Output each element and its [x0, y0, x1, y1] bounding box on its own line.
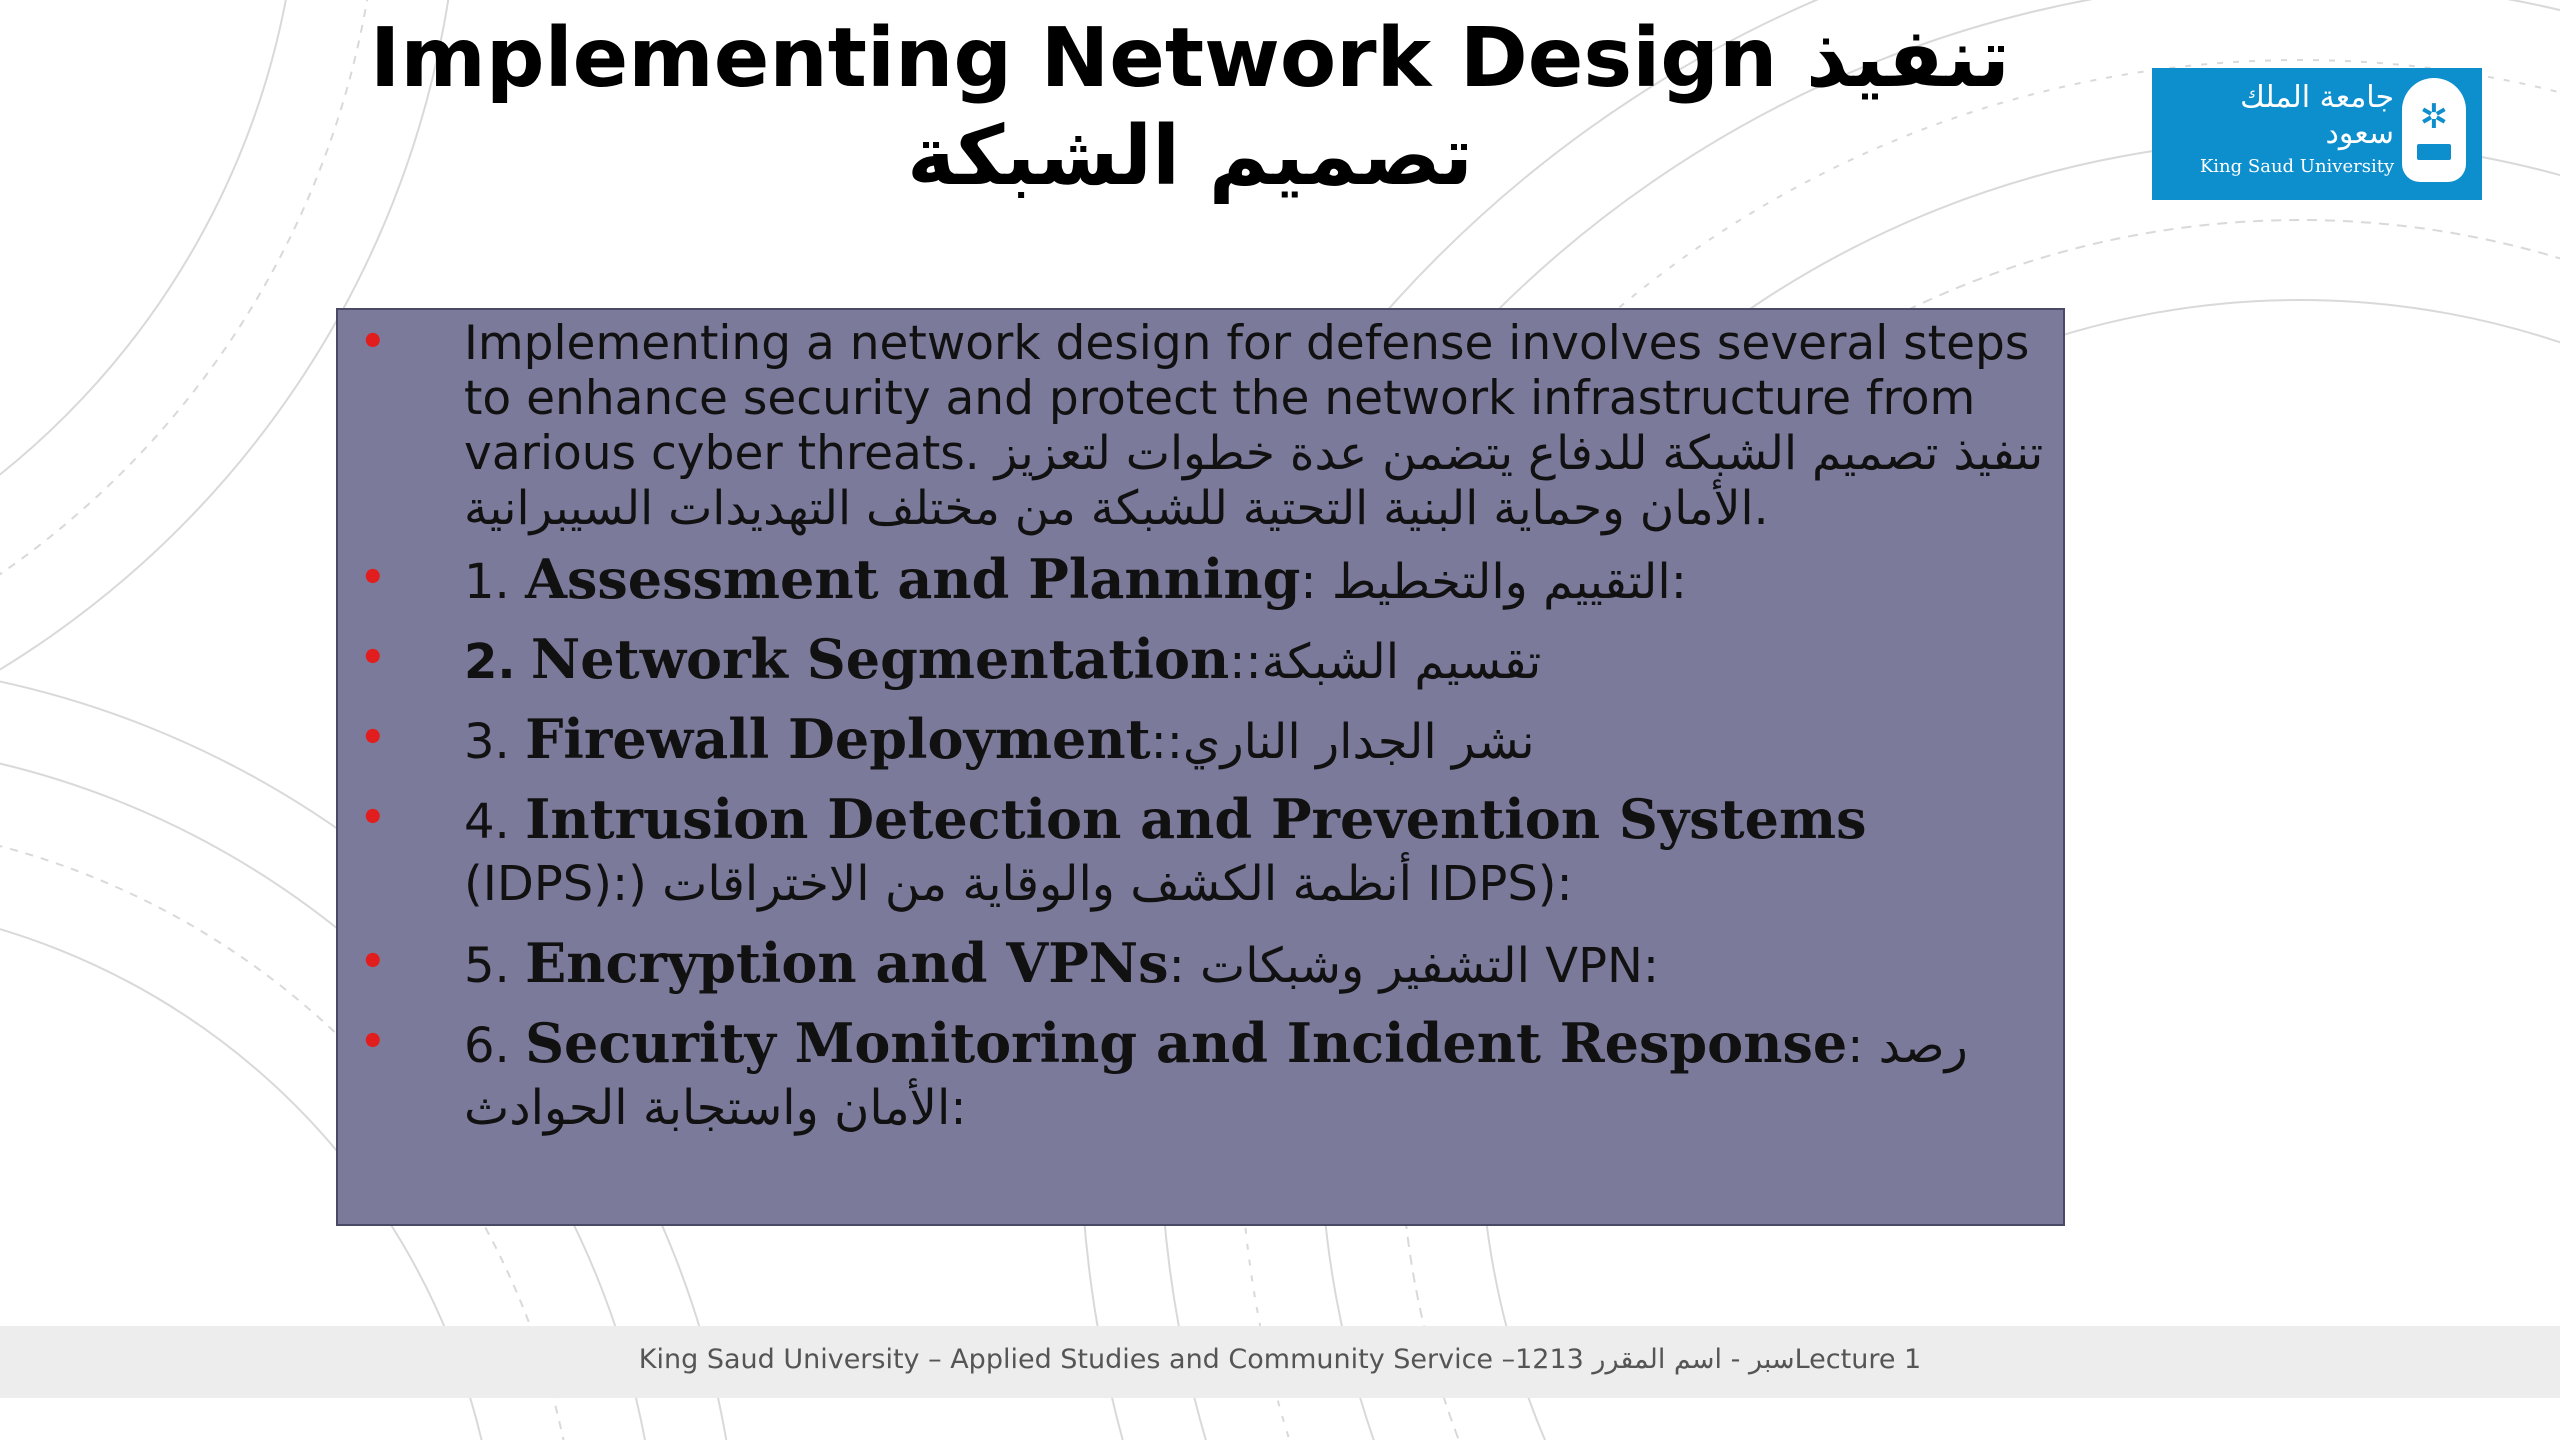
step-number: 5. — [464, 938, 510, 994]
step-title: Network Segmentation — [530, 627, 1230, 691]
step-number: 1. — [464, 554, 510, 610]
step-arabic: (IDPS):) أنظمة الكشف والوقاية من الاختراقات IDPS): — [464, 856, 1573, 912]
step-arabic: : التقييم والتخطيط: — [1300, 554, 1687, 610]
step-arabic: ::نشر الجدار الناري — [1150, 714, 1535, 770]
step-title: Firewall Deployment — [525, 707, 1151, 771]
footer-band — [0, 1326, 2560, 1398]
bullet-dot-icon: • — [360, 635, 386, 681]
step-text — [464, 932, 2044, 997]
step-arabic: ::تقسيم الشبكة — [1229, 634, 1542, 690]
step-title: Intrusion Detection and Prevention Systems — [525, 787, 1867, 851]
step-title: Security Monitoring and Incident Response — [525, 1011, 1848, 1075]
bullet-dot-icon: • — [360, 555, 386, 601]
slide-title: Implementing Network Design تنفيذ تصميم الشبكة — [369, 11, 2011, 204]
bullet-dot-icon: • — [360, 939, 386, 985]
footer-text: King Saud University – Applied Studies and Community Service –1213 سبر - اسم المقررLecture 1 — [638, 1344, 1922, 1375]
university-logo — [2152, 68, 2482, 200]
step-text — [464, 788, 2044, 915]
logo-arabic-name: جامعة الملك سعود — [2240, 80, 2394, 151]
step-arabic: : التشفير وشبكات VPN: — [1168, 938, 1660, 994]
step-text — [464, 548, 2044, 613]
intro-text: Implementing a network design for defense involves several steps to enhance security and protect the network infrastructure from various cyber threats. تنفيذ تصميم الشبكة للدفاع يتضمن عدة خطوات لتعزيز الأمان وحماية البنية التحتية للشبكة من مختلف التهديدات السيبرانية. — [464, 316, 2044, 536]
bullet-dot-icon: • — [360, 319, 386, 365]
step-text — [464, 628, 2044, 693]
step-text — [464, 708, 2044, 773]
bullet-dot-icon: • — [360, 715, 386, 761]
bullet-dot-icon: • — [360, 795, 386, 841]
logo-english-name: King Saud University — [2199, 156, 2395, 177]
step-number: 4. — [464, 794, 510, 850]
step-arabic: : رصد الأمان واستجابة الحوادث: — [464, 1018, 1968, 1136]
step-number: 3. — [464, 714, 510, 770]
palm-emblem-icon: ✲ — [2402, 78, 2466, 182]
step-title: Assessment and Planning — [525, 547, 1301, 611]
content-box — [336, 308, 2065, 1226]
step-number: 6. — [464, 1018, 510, 1074]
step-title: Encryption and VPNs — [525, 931, 1169, 995]
step-number: 2. — [464, 634, 516, 690]
step-text — [464, 1012, 2044, 1139]
bullet-dot-icon: • — [360, 1019, 386, 1065]
